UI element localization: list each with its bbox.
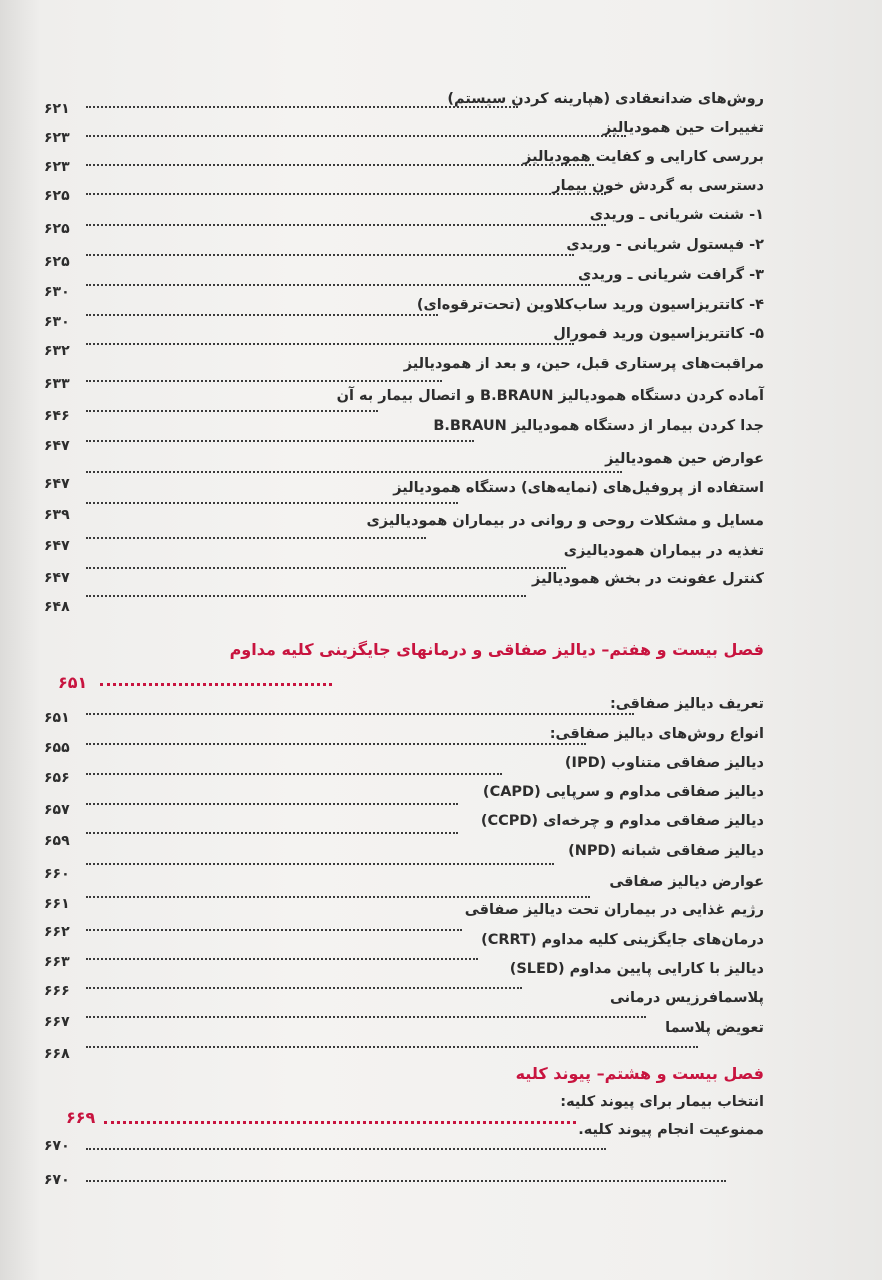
chapter-27-leader-dots xyxy=(100,683,332,686)
leader-dots xyxy=(86,958,478,960)
entry-page: ۶۲۵ xyxy=(44,254,70,270)
entry-title: آماده کردن دستگاه همودیالیز B.BRAUN و اتصال بیمار به آن xyxy=(336,388,764,404)
leader-dots xyxy=(86,595,526,597)
entry-title: تغذیه در بیماران همودیالیزی xyxy=(563,543,764,559)
entry-title: تعریف دیالیز صفاقی: xyxy=(609,696,764,712)
entry-page: ۶۵۵ xyxy=(44,740,70,756)
entry-page: ۶۶۷ xyxy=(44,1014,70,1030)
entry-title: دیالیز صفاقی شبانه (NPD) xyxy=(568,843,764,859)
entry-title: جدا کردن بیمار از دستگاه همودیالیز B.BRAUN xyxy=(433,418,764,434)
entry-page: ۶۴۷ xyxy=(44,570,70,586)
entry-page: ۶۶۲ xyxy=(44,924,70,940)
entry-page: ۶۵۱ xyxy=(44,710,70,726)
leader-dots xyxy=(86,254,574,256)
entry-page: ۶۲۱ xyxy=(44,101,70,117)
leader-dots xyxy=(86,773,502,775)
leader-dots xyxy=(86,713,634,715)
entry-title: پلاسمافرزیس درمانی xyxy=(609,990,764,1006)
leader-dots xyxy=(86,440,474,442)
leader-dots xyxy=(86,537,426,539)
entry-page: ۶۵۶ xyxy=(44,770,70,786)
leader-dots xyxy=(86,1180,726,1182)
entry-page: ۶۲۵ xyxy=(44,188,70,204)
chapter-27-page: ۶۵۱ xyxy=(58,673,88,692)
entry-title: مسایل و مشکلات روحی و روانی در بیماران همودیالیزی xyxy=(366,513,764,529)
entry-page: ۶۶۸ xyxy=(44,1046,70,1062)
chapter-28-page: ۶۶۹ xyxy=(66,1108,96,1127)
leader-dots xyxy=(86,164,594,166)
leader-dots xyxy=(86,987,522,989)
entry-title: ممنوعیت انجام پیوند کلیه. xyxy=(578,1122,764,1138)
leader-dots xyxy=(86,832,458,834)
entry-title: ۵- کاتتریزاسیون ورید فمورال xyxy=(553,326,764,342)
entry-page: ۶۶۳ xyxy=(44,954,70,970)
entry-title: روش‌های ضدانعقادی (هپارینه کردن سیستم) xyxy=(447,91,764,107)
leader-dots xyxy=(86,471,622,473)
leader-dots xyxy=(86,803,458,805)
leader-dots xyxy=(86,1046,698,1048)
entry-title: ۱- شنت شریانی ـ وریدی xyxy=(589,207,764,223)
entry-title: انواع روش‌های دیالیز صفاقی: xyxy=(549,726,764,742)
leader-dots xyxy=(86,193,606,195)
entry-page: ۶۳۰ xyxy=(44,314,70,330)
entry-title: عوارض دیالیز صفاقی xyxy=(609,874,764,890)
entry-page: ۶۶۰ xyxy=(44,866,70,882)
leader-dots xyxy=(86,410,378,412)
leader-dots xyxy=(86,106,518,108)
leader-dots xyxy=(86,929,462,931)
entry-title: تغییرات حین همودیالیز xyxy=(602,120,764,136)
leader-dots xyxy=(86,314,438,316)
leader-dots xyxy=(86,224,606,226)
entry-title: استفاده از پروفیل‌های (نمایه‌های) دستگاه همودیالیز xyxy=(393,480,764,496)
leader-dots xyxy=(86,567,566,569)
entry-page: ۶۷۰ xyxy=(44,1172,70,1188)
entry-title: ۲- فیستول شریانی - وریدی xyxy=(566,237,764,253)
entry-title: مراقبت‌های پرستاری قبل، حین، و بعد از همودیالیز xyxy=(403,356,764,372)
entry-title: دسترسی به گردش خون بیمار xyxy=(552,178,764,194)
entry-title: ۳- گرافت شریانی ـ وریدی xyxy=(577,267,764,283)
entry-page: ۶۴۷ xyxy=(44,438,70,454)
leader-dots xyxy=(86,863,554,865)
entry-title: ۴- کاتتریزاسیون ورید ساب‌کلاوین (تحت‌ترقوه‌ای) xyxy=(416,297,764,313)
entry-page: ۶۲۳ xyxy=(44,130,70,146)
entry-page: ۶۲۳ xyxy=(44,159,70,175)
leader-dots xyxy=(86,743,586,745)
entry-page: ۶۴۶ xyxy=(44,408,70,424)
entry-page: ۶۴۷ xyxy=(44,538,70,554)
leader-dots xyxy=(86,1148,606,1150)
entry-page: ۶۳۹ xyxy=(44,507,70,523)
leader-dots xyxy=(86,896,590,898)
entry-title: عوارض حین همودیالیز xyxy=(605,451,764,467)
entry-page: ۶۴۸ xyxy=(44,599,70,615)
chapter-27-title: فصل بیست و هفتم– دیالیز صفاقی و درمانهای جایگزینی کلیه مداوم xyxy=(229,640,764,659)
entry-title: دیالیز صفاقی متناوب (IPD) xyxy=(564,755,764,771)
entry-title: بررسی کارایی و کفایت همودیالیز xyxy=(523,149,764,165)
chapter-28-title: فصل بیست و هشتم– پیوند کلیه xyxy=(515,1064,764,1083)
entry-page: ۶۶۱ xyxy=(44,896,70,912)
entry-page: ۶۷۰ xyxy=(44,1138,70,1154)
leader-dots xyxy=(86,1016,646,1018)
entry-page: ۶۳۳ xyxy=(44,376,70,392)
chapter-28-leader-dots xyxy=(104,1121,576,1124)
entry-title: دیالیز صفاقی مداوم و چرخه‌ای (CCPD) xyxy=(480,813,764,829)
entry-title: کنترل عفونت در بخش همودیالیز xyxy=(531,571,764,587)
entry-page: ۶۵۹ xyxy=(44,833,70,849)
entry-title: دیالیز صفاقی مداوم و سرپایی (CAPD) xyxy=(482,784,764,800)
entry-page: ۶۴۷ xyxy=(44,476,70,492)
entry-page: ۶۵۷ xyxy=(44,802,70,818)
entry-title: تعویض پلاسما xyxy=(665,1020,764,1036)
entry-title: درمان‌های جایگزینی کلیه مداوم (CRRT) xyxy=(481,932,764,948)
entry-page: ۶۳۲ xyxy=(44,343,70,359)
entry-page: ۶۳۰ xyxy=(44,284,70,300)
leader-dots xyxy=(86,343,574,345)
entry-page: ۶۲۵ xyxy=(44,221,70,237)
leader-dots xyxy=(86,284,590,286)
leader-dots xyxy=(86,380,442,382)
entry-page: ۶۶۶ xyxy=(44,983,70,999)
entry-title: دیالیز با کارایی پایین مداوم (SLED) xyxy=(509,961,764,977)
leader-dots xyxy=(86,502,458,504)
entry-title: انتخاب بیمار برای پیوند کلیه: xyxy=(560,1094,764,1110)
leader-dots xyxy=(86,135,626,137)
entry-title: رژیم غذایی در بیماران تحت دیالیز صفاقی xyxy=(464,902,764,918)
